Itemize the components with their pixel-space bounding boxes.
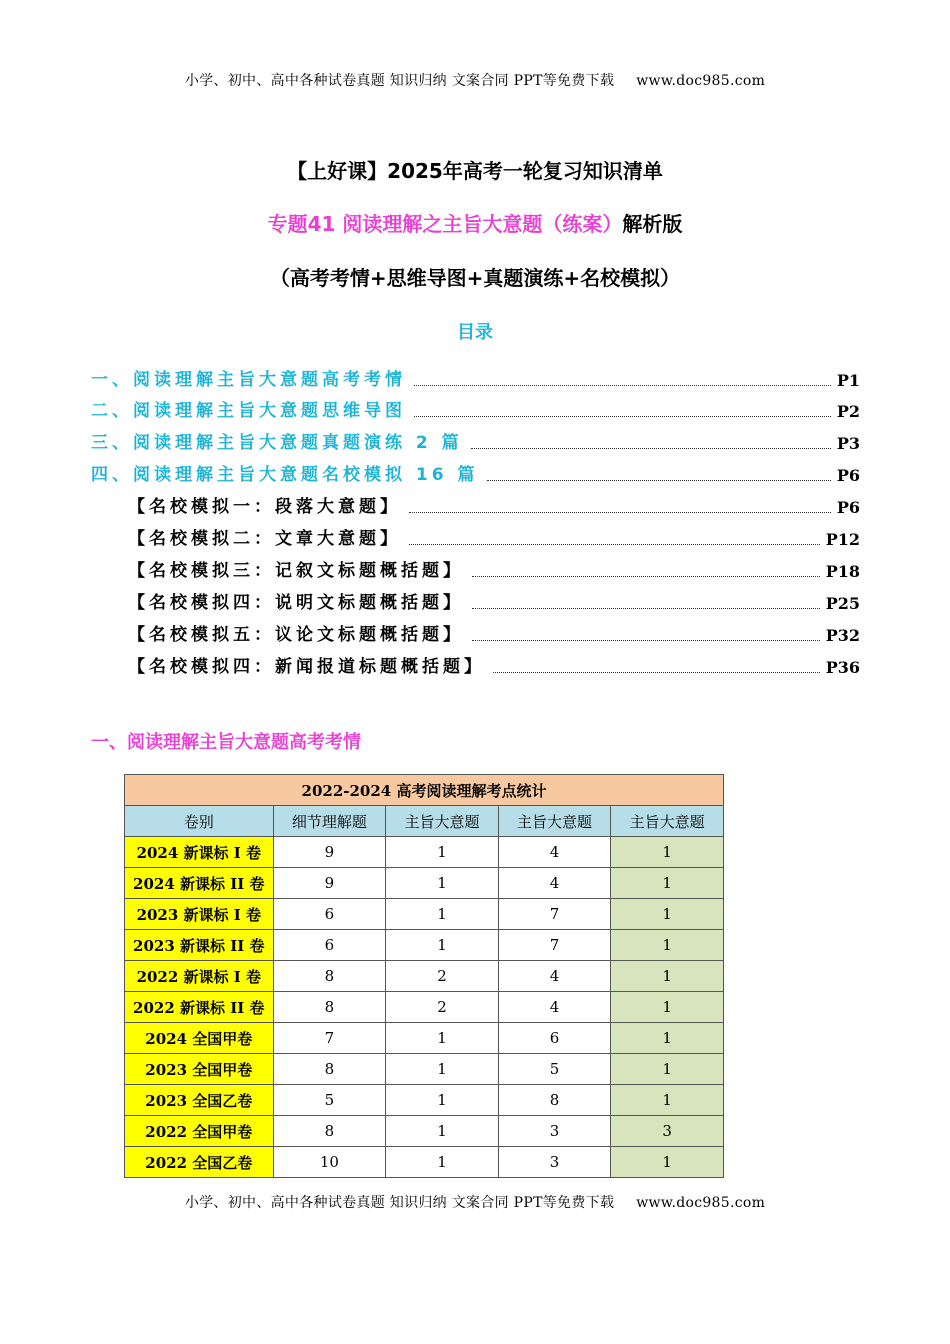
count-cell: 1 xyxy=(386,868,499,899)
toc-subitem-page: P12 xyxy=(825,530,860,549)
column-header: 细节理解题 xyxy=(273,806,386,837)
toc-item-label: 四、阅读理解主旨大意题名校模拟 16 篇 xyxy=(91,465,479,485)
count-cell: 8 xyxy=(273,1116,386,1147)
toc-leader xyxy=(487,479,831,481)
toc-subitem[interactable] xyxy=(128,587,860,613)
count-cell: 3 xyxy=(498,1147,611,1178)
table-row xyxy=(125,930,724,961)
table-row xyxy=(125,1116,724,1147)
table-row xyxy=(125,868,724,899)
count-cell: 1 xyxy=(386,930,499,961)
count-cell: 1 xyxy=(611,1147,724,1178)
count-cell: 1 xyxy=(611,1085,724,1116)
toc-subitem-label: 【名校模拟五：议论文标题概括题】 xyxy=(128,625,464,645)
count-cell: 1 xyxy=(386,1085,499,1116)
toc-leader xyxy=(409,511,831,513)
count-cell: 7 xyxy=(273,1023,386,1054)
count-cell: 1 xyxy=(611,899,724,930)
count-cell: 6 xyxy=(498,1023,611,1054)
toc-heading: 目录 xyxy=(457,322,493,343)
toc-item-page: P6 xyxy=(836,466,860,485)
table-row xyxy=(125,1023,724,1054)
toc-subitem-label: 【名校模拟三：记叙文标题概括题】 xyxy=(128,561,464,581)
toc-leader xyxy=(472,639,820,641)
column-header: 主旨大意题 xyxy=(498,806,611,837)
toc-leader xyxy=(414,415,831,417)
table-row xyxy=(125,837,724,868)
table-row xyxy=(125,992,724,1023)
column-header: 卷别 xyxy=(125,806,274,837)
count-cell: 8 xyxy=(273,1054,386,1085)
toc-item[interactable] xyxy=(91,427,860,453)
toc-leader xyxy=(471,447,831,449)
toc-leader xyxy=(472,575,820,577)
toc-leader xyxy=(472,607,820,609)
column-header: 主旨大意题 xyxy=(611,806,724,837)
toc-subitem-page: P18 xyxy=(825,562,860,581)
count-cell: 1 xyxy=(386,837,499,868)
footer-text: 小学、初中、高中各种试卷真题 知识归纳 文案合同 PPT等免费下载 xyxy=(184,1195,615,1211)
subtitle-topic: 专题41 阅读理解之主旨大意题（练案） xyxy=(267,212,623,236)
exam-name-cell: 2023 全国甲卷 xyxy=(125,1054,274,1085)
count-cell: 4 xyxy=(498,868,611,899)
exam-name-cell: 2022 全国乙卷 xyxy=(125,1147,274,1178)
toc-subitem[interactable] xyxy=(128,523,860,549)
footer-site: www.doc985.com xyxy=(636,1195,766,1211)
count-cell: 3 xyxy=(611,1116,724,1147)
count-cell: 7 xyxy=(498,899,611,930)
count-cell: 1 xyxy=(386,1116,499,1147)
count-cell: 5 xyxy=(273,1085,386,1116)
count-cell: 6 xyxy=(273,899,386,930)
count-cell: 8 xyxy=(498,1085,611,1116)
exam-name-cell: 2024 新课标 II 卷 xyxy=(125,868,274,899)
count-cell: 4 xyxy=(498,837,611,868)
exam-name-cell: 2023 新课标 I 卷 xyxy=(125,899,274,930)
exam-name-cell: 2024 新课标 I 卷 xyxy=(125,837,274,868)
toc-subitem[interactable] xyxy=(128,619,860,645)
exam-stats-table xyxy=(124,774,724,1178)
toc-item-label: 三、阅读理解主旨大意题真题演练 2 篇 xyxy=(91,433,463,453)
table-row xyxy=(125,1054,724,1085)
count-cell: 9 xyxy=(273,837,386,868)
page-footer xyxy=(0,1192,950,1212)
count-cell: 3 xyxy=(498,1116,611,1147)
section-heading: 一、阅读理解主旨大意题高考考情 xyxy=(91,732,361,753)
document-subtitle xyxy=(0,208,950,237)
document-scope: （高考考情+思维导图+真题演练+名校模拟） xyxy=(269,266,681,290)
exam-name-cell: 2023 全国乙卷 xyxy=(125,1085,274,1116)
count-cell: 1 xyxy=(611,930,724,961)
table-row xyxy=(125,899,724,930)
exam-name-cell: 2022 新课标 II 卷 xyxy=(125,992,274,1023)
count-cell: 1 xyxy=(386,1147,499,1178)
count-cell: 1 xyxy=(611,1054,724,1085)
toc-leader xyxy=(414,384,831,386)
count-cell: 1 xyxy=(611,868,724,899)
count-cell: 1 xyxy=(611,1023,724,1054)
header-site: www.doc985.com xyxy=(636,73,766,89)
count-cell: 8 xyxy=(273,961,386,992)
count-cell: 7 xyxy=(498,930,611,961)
toc-item[interactable] xyxy=(91,395,860,421)
toc-subitem-page: P25 xyxy=(825,594,860,613)
document-title: 【上好课】2025年高考一轮复习知识清单 xyxy=(287,159,663,183)
table-row xyxy=(125,961,724,992)
column-header: 主旨大意题 xyxy=(386,806,499,837)
count-cell: 9 xyxy=(273,868,386,899)
toc-subitem-label: 【名校模拟四：说明文标题概括题】 xyxy=(128,593,464,613)
toc-item[interactable] xyxy=(91,364,860,390)
toc-subitem-page: P32 xyxy=(825,626,860,645)
count-cell: 1 xyxy=(386,1023,499,1054)
exam-name-cell: 2023 新课标 II 卷 xyxy=(125,930,274,961)
toc-subitem-label: 【名校模拟四：新闻报道标题概括题】 xyxy=(128,657,485,677)
toc-subitem-page: P36 xyxy=(825,658,860,677)
count-cell: 1 xyxy=(611,961,724,992)
count-cell: 2 xyxy=(386,961,499,992)
toc-subitem-label: 【名校模拟一：段落大意题】 xyxy=(128,497,401,517)
count-cell: 6 xyxy=(273,930,386,961)
toc-item-page: P2 xyxy=(836,402,860,421)
exam-name-cell: 2024 全国甲卷 xyxy=(125,1023,274,1054)
toc-item[interactable] xyxy=(91,459,860,485)
toc-leader xyxy=(409,543,820,545)
count-cell: 1 xyxy=(611,992,724,1023)
table-header-row xyxy=(125,806,724,837)
count-cell: 4 xyxy=(498,961,611,992)
exam-name-cell: 2022 全国甲卷 xyxy=(125,1116,274,1147)
header-text: 小学、初中、高中各种试卷真题 知识归纳 文案合同 PPT等免费下载 xyxy=(184,73,615,89)
toc-item-label: 一、阅读理解主旨大意题高考考情 xyxy=(91,370,406,390)
subtitle-version: 解析版 xyxy=(622,212,683,236)
exam-name-cell: 2022 新课标 I 卷 xyxy=(125,961,274,992)
table-caption-row xyxy=(125,775,724,806)
toc-item-label: 二、阅读理解主旨大意题思维导图 xyxy=(91,401,406,421)
toc-subitem-page: P6 xyxy=(836,498,860,517)
count-cell: 1 xyxy=(386,1054,499,1085)
toc-item-page: P3 xyxy=(836,434,860,453)
count-cell: 8 xyxy=(273,992,386,1023)
page-header xyxy=(0,70,950,90)
table-row xyxy=(125,1085,724,1116)
count-cell: 5 xyxy=(498,1054,611,1085)
toc-leader xyxy=(493,671,820,673)
count-cell: 1 xyxy=(611,837,724,868)
toc-subitem[interactable] xyxy=(128,555,860,581)
toc-subitem[interactable] xyxy=(128,651,860,677)
toc-subitem-label: 【名校模拟二：文章大意题】 xyxy=(128,529,401,549)
table-caption: 2022-2024 高考阅读理解考点统计 xyxy=(125,775,724,806)
toc-subitem[interactable] xyxy=(128,491,860,517)
table-row xyxy=(125,1147,724,1178)
toc-item-page: P1 xyxy=(836,371,860,390)
count-cell: 2 xyxy=(386,992,499,1023)
count-cell: 10 xyxy=(273,1147,386,1178)
count-cell: 1 xyxy=(386,899,499,930)
count-cell: 4 xyxy=(498,992,611,1023)
